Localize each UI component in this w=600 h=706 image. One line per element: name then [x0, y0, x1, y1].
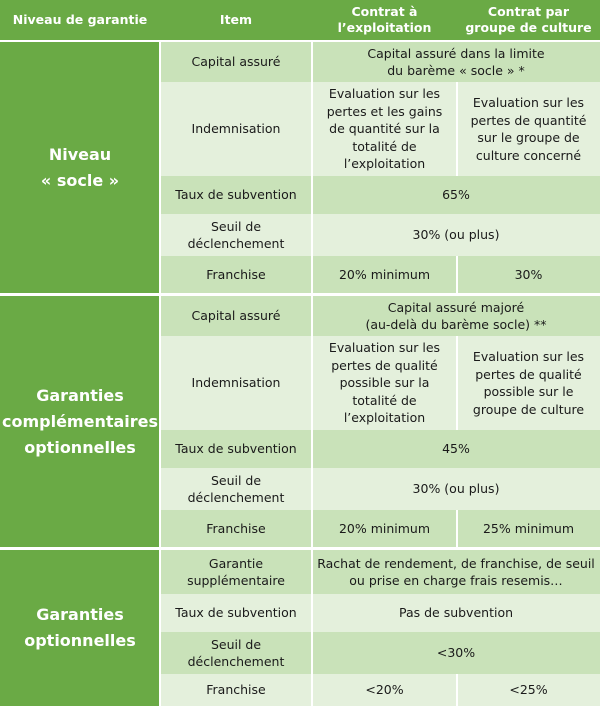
row-item-label: Capital assuré	[160, 296, 312, 336]
level-socle: Niveau « socle »	[0, 42, 160, 293]
row-exploitation-value: <20%	[312, 674, 457, 706]
row-item-label: Capital assuré	[160, 42, 312, 82]
grid-divider	[456, 256, 458, 293]
row-groupe-value: 25% minimum	[457, 510, 600, 547]
row-groupe-value: <25%	[457, 674, 600, 706]
row-item-label: Franchise	[160, 256, 312, 293]
row-item-label: Taux de subvention	[160, 594, 312, 632]
row-item-label: Franchise	[160, 674, 312, 706]
row-groupe-value: 30%	[457, 256, 600, 293]
row-merged-value: 30% (ou plus)	[312, 214, 600, 256]
level-optionnelles: Garanties optionnelles	[0, 550, 160, 706]
header-groupe: Contrat par groupe de culture	[457, 0, 600, 40]
row-groupe-value: Evaluation sur les pertes de qualité possible sur le groupe de culture	[457, 336, 600, 430]
header-niveau: Niveau de garantie	[0, 0, 160, 40]
row-merged-value: 45%	[312, 430, 600, 468]
row-groupe-value: Evaluation sur les pertes de quantité sur le groupe de culture concerné	[457, 82, 600, 176]
row-merged-value: Capital assuré dans la limite du barème « socle » *	[312, 42, 600, 82]
grid-divider	[159, 42, 161, 706]
level-complementaires: Garanties complémentaires optionnelles	[0, 296, 160, 547]
grid-divider	[456, 82, 458, 176]
section-divider	[0, 547, 600, 550]
row-merged-value: 65%	[312, 176, 600, 214]
section-divider	[0, 293, 600, 296]
header-item: Item	[160, 0, 312, 40]
row-item-label: Franchise	[160, 510, 312, 547]
row-item-label: Seuil de déclenchement	[160, 468, 312, 510]
row-merged-value: Pas de subvention	[312, 594, 600, 632]
header-exploitation: Contrat à l’exploitation	[312, 0, 457, 40]
row-merged-value: 30% (ou plus)	[312, 468, 600, 510]
row-item-label: Garantie supplémentaire	[160, 550, 312, 594]
row-exploitation-value: 20% minimum	[312, 256, 457, 293]
section-divider	[0, 40, 600, 42]
row-merged-value: Capital assuré majoré (au-delà du barème socle) **	[312, 296, 600, 336]
row-item-label: Seuil de déclenchement	[160, 214, 312, 256]
row-exploitation-value: Evaluation sur les pertes et les gains de quantité sur la totalité de l’exploitation	[312, 82, 457, 176]
grid-divider	[456, 674, 458, 706]
row-item-label: Taux de subvention	[160, 430, 312, 468]
row-item-label: Indemnisation	[160, 82, 312, 176]
grid-divider	[311, 42, 313, 706]
row-merged-value: Rachat de rendement, de franchise, de seuil ou prise en charge frais resemis…	[312, 550, 600, 594]
row-item-label: Taux de subvention	[160, 176, 312, 214]
row-item-label: Seuil de déclenchement	[160, 632, 312, 674]
row-exploitation-value: 20% minimum	[312, 510, 457, 547]
row-exploitation-value: Evaluation sur les pertes de qualité possible sur la totalité de l’exploitation	[312, 336, 457, 430]
grid-divider	[456, 336, 458, 430]
row-item-label: Indemnisation	[160, 336, 312, 430]
row-merged-value: <30%	[312, 632, 600, 674]
grid-divider	[456, 510, 458, 547]
